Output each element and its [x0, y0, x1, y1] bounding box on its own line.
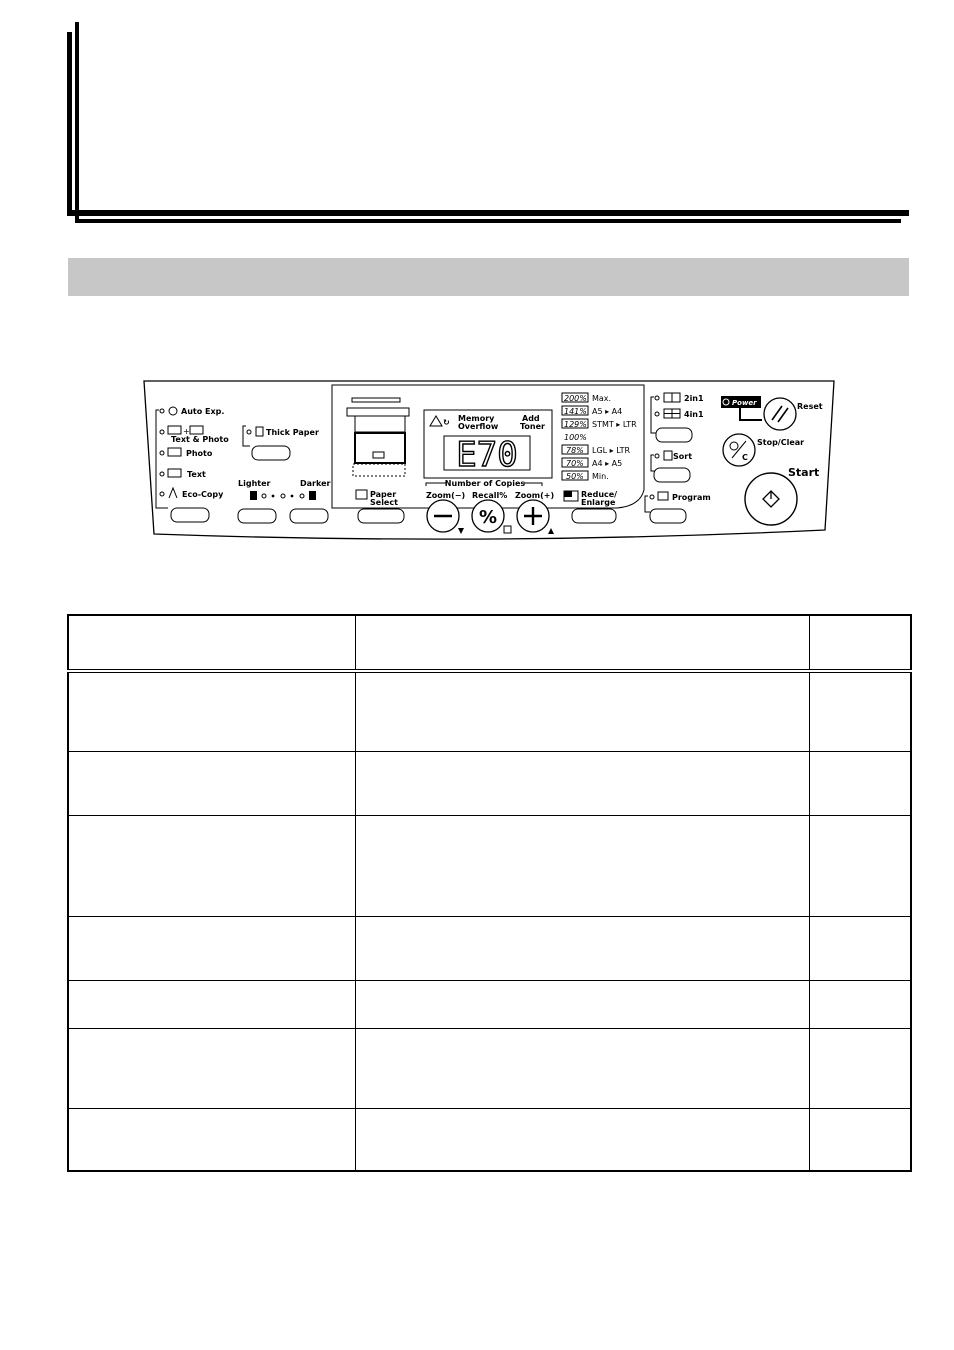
table-cell [68, 916, 355, 980]
reduce-enlarge-button[interactable] [572, 509, 616, 523]
table-row [68, 671, 911, 751]
lighter-button[interactable] [238, 509, 276, 523]
paper-select-line2: Select [370, 498, 398, 507]
sort-button[interactable] [654, 468, 690, 482]
recall-label: Recall% [472, 491, 508, 500]
table-cell [355, 751, 809, 815]
minus-button[interactable] [427, 500, 459, 532]
zoom-plus-label: Zoom(+) [515, 491, 555, 500]
paper-select-line1: Paper [370, 490, 397, 499]
thick-paper-label: Thick Paper [266, 428, 319, 437]
memory-overflow-line2: Overflow [458, 422, 499, 431]
operation-panel-illustration [142, 378, 836, 546]
add-toner-line2: Toner [520, 422, 545, 431]
svg-text:A5 ▸ A4: A5 ▸ A4 [592, 407, 623, 416]
svg-text:+: + [183, 427, 190, 436]
start-label: Start [788, 466, 820, 479]
reset-button[interactable] [764, 398, 796, 430]
text-mode-label: Text [187, 470, 206, 479]
table-row [68, 751, 911, 815]
number-of-copies-label: Number of Copies [444, 479, 526, 488]
power-label: Power [732, 399, 757, 407]
table-header-row [68, 615, 911, 671]
table-cell [68, 751, 355, 815]
table-cell [809, 916, 911, 980]
table-cell [809, 671, 911, 751]
table-cell [355, 1108, 809, 1171]
table-cell [809, 1108, 911, 1171]
4in1-label: 4in1 [684, 410, 704, 419]
darker-label: Darker [300, 479, 331, 488]
zoom-minus-label: Zoom(−) [426, 491, 466, 500]
paper-select-button[interactable] [358, 509, 404, 523]
plus-button[interactable] [517, 500, 549, 532]
svg-text:50%: 50% [566, 472, 584, 481]
table-cell [809, 751, 911, 815]
program-button[interactable] [650, 509, 686, 523]
stop-clear-button[interactable] [723, 434, 755, 466]
svg-text:↻: ↻ [443, 418, 450, 427]
table-cell [809, 980, 911, 1028]
table-header-cell [355, 615, 809, 671]
svg-text:%: % [478, 507, 498, 528]
table-cell [355, 815, 809, 916]
svg-text:100%: 100% [564, 433, 587, 442]
reset-label: Reset [797, 402, 823, 411]
thick-paper-button[interactable] [252, 446, 290, 460]
eco-copy-label: Eco-Copy [182, 490, 224, 499]
table-cell [68, 1028, 355, 1108]
table-cell [68, 815, 355, 916]
svg-text:141%: 141% [564, 407, 587, 416]
lighter-label: Lighter [238, 479, 271, 488]
text-photo-label: Text & Photo [171, 435, 229, 444]
reduce-enlarge-line1: Reduce/ [581, 490, 618, 499]
table-cell [68, 1108, 355, 1171]
table-row [68, 916, 911, 980]
table-header-cell [68, 615, 355, 671]
add-toner-line1: Add [522, 414, 540, 423]
table-row [68, 1028, 911, 1108]
memory-overflow-line1: Memory [458, 414, 495, 423]
svg-text:129%: 129% [564, 420, 587, 429]
2in1-label: 2in1 [684, 394, 704, 403]
stop-clear-label: Stop/Clear [757, 438, 805, 447]
chapter-rule-bottom [75, 219, 901, 223]
svg-text:C: C [742, 453, 748, 462]
svg-text:A4 ▸ A5: A4 ▸ A5 [592, 459, 623, 468]
table-header-cell [809, 615, 911, 671]
table-cell [68, 671, 355, 751]
start-button[interactable] [745, 473, 797, 525]
table-cell [355, 980, 809, 1028]
copy-count-display: E70 [456, 435, 518, 475]
svg-text:200%: 200% [564, 394, 587, 403]
svg-text:Max.: Max. [592, 394, 612, 403]
table-cell [68, 980, 355, 1028]
recall-percent-button[interactable] [472, 500, 504, 532]
table-row [68, 980, 911, 1028]
table-row [68, 1108, 911, 1171]
error-code-table [67, 614, 912, 1172]
auto-exp-label: Auto Exp. [181, 407, 225, 416]
table-cell [355, 671, 809, 751]
chapter-bar-left [67, 32, 72, 215]
darker-button[interactable] [290, 509, 328, 523]
svg-text:STMT ▸ LTR: STMT ▸ LTR [592, 420, 637, 429]
svg-text:LGL ▸ LTR: LGL ▸ LTR [592, 446, 631, 455]
exposure-mode-button[interactable] [171, 508, 209, 522]
reduce-enlarge-line2: Enlarge [581, 498, 616, 507]
table-row [68, 815, 911, 916]
chapter-bar-right [75, 22, 79, 222]
sort-label: Sort [673, 452, 693, 461]
svg-text:78%: 78% [566, 446, 584, 455]
table-cell [355, 916, 809, 980]
combine-button[interactable] [656, 428, 692, 442]
svg-text:70%: 70% [566, 459, 584, 468]
table-cell [809, 1028, 911, 1108]
chapter-rule-top [67, 210, 909, 216]
table-cell [809, 815, 911, 916]
svg-text:Min.: Min. [592, 472, 609, 481]
section-heading-band [68, 258, 909, 296]
program-label: Program [672, 493, 711, 502]
photo-label: Photo [186, 449, 213, 458]
table-cell [355, 1028, 809, 1108]
